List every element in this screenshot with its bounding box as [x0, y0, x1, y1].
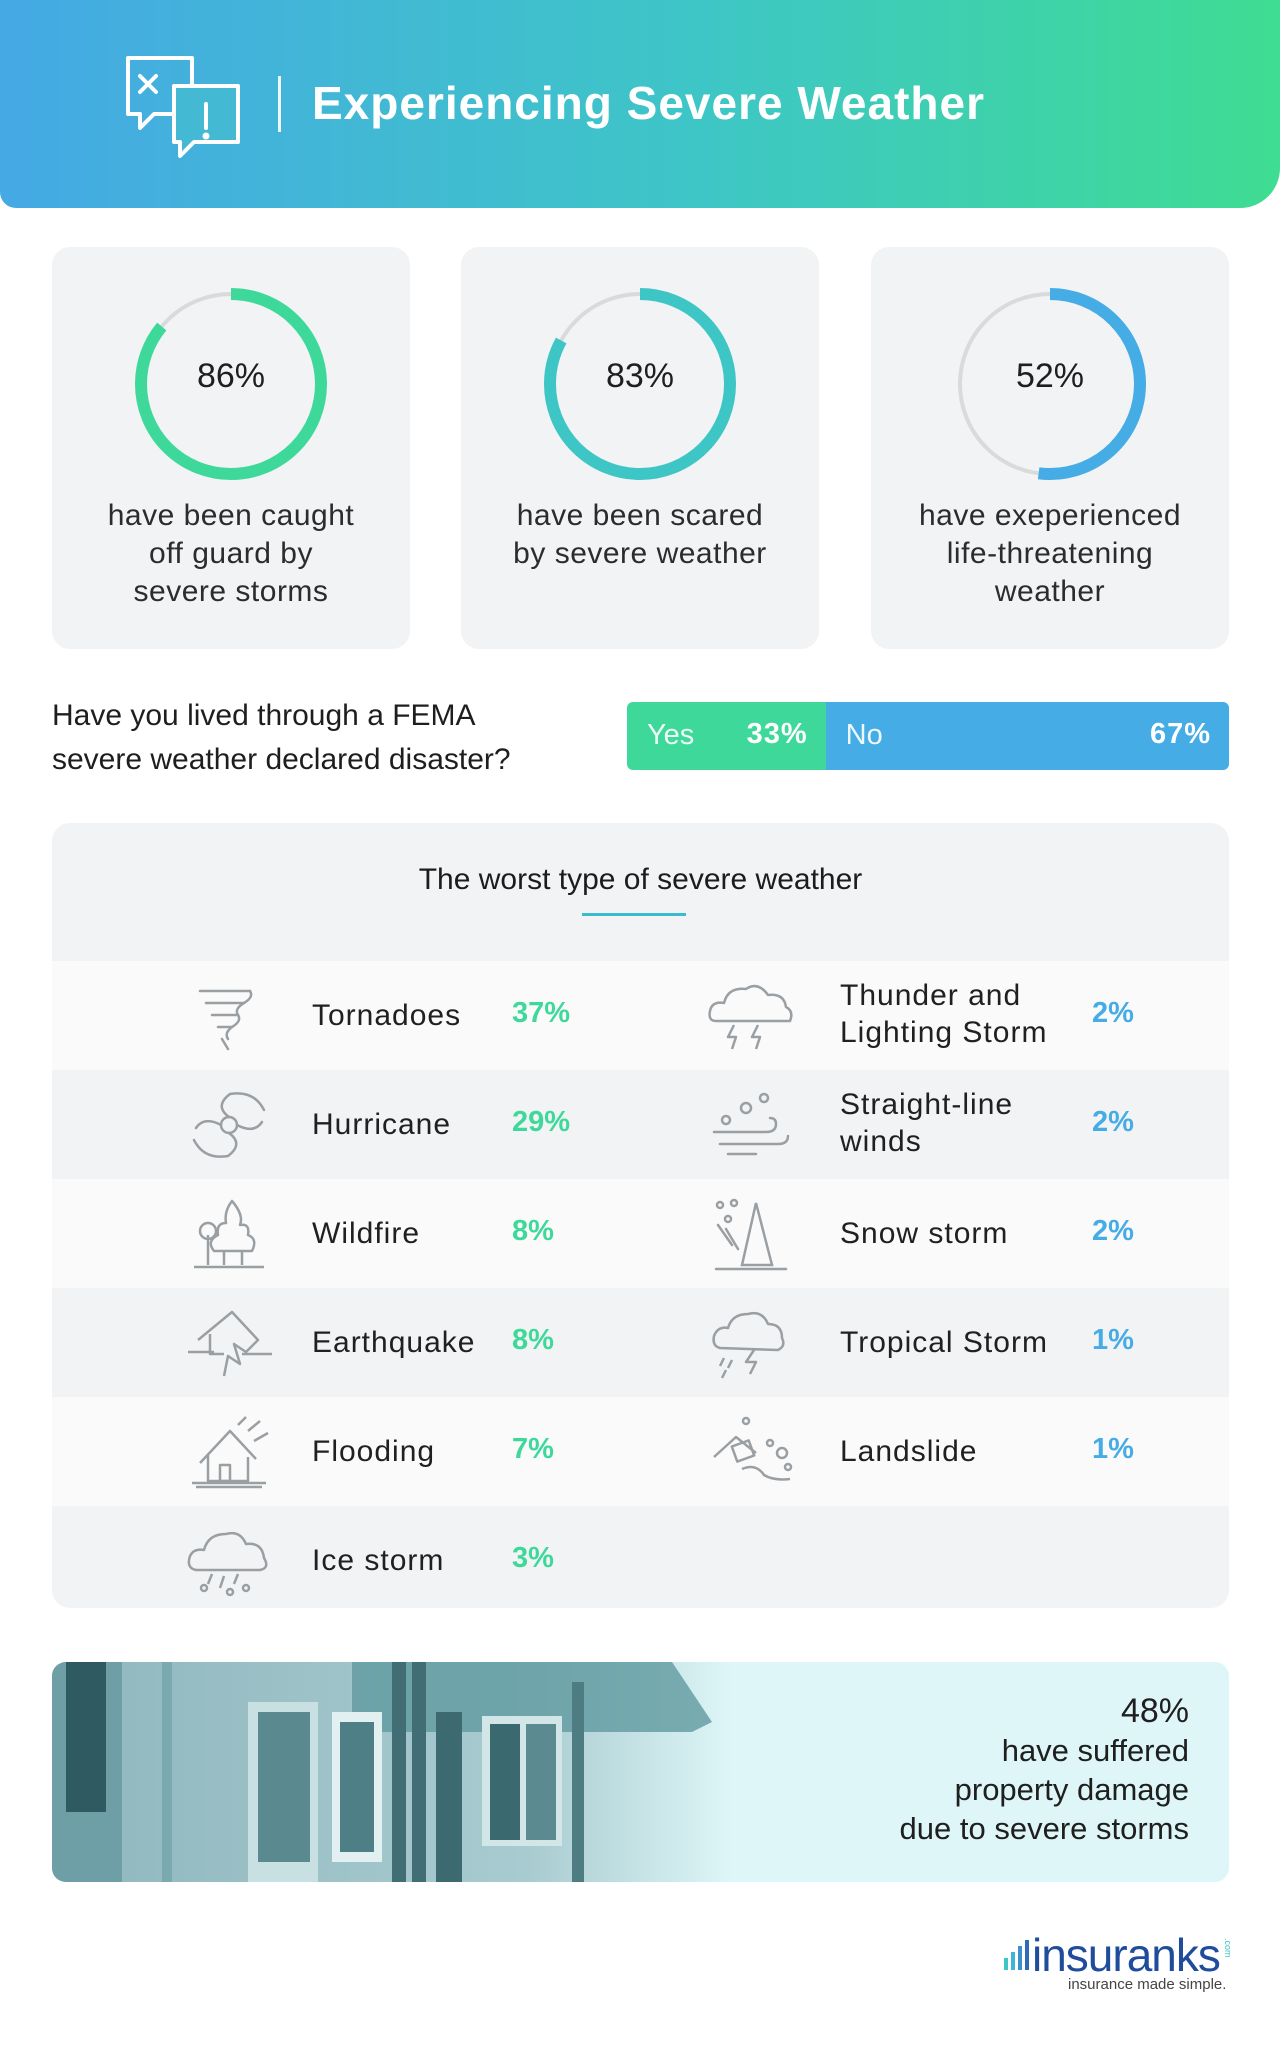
weather-pct: 2% [1092, 997, 1134, 1029]
flood-icon [184, 1413, 274, 1491]
panel-title: The worst type of severe weather [418, 863, 863, 896]
stat-card-caught-off-guard [52, 247, 410, 649]
weather-name: Snow storm [840, 1217, 1009, 1250]
weather-name: Hurricane [312, 1108, 452, 1141]
stat-card-life-threatening [871, 247, 1229, 649]
signal-bars-icon [1004, 1940, 1030, 1970]
insuranks-logo [1004, 1928, 1234, 1998]
tornado-icon [184, 977, 274, 1055]
fema-yes-value: 33% [746, 718, 808, 750]
weather-pct: 1% [1092, 1324, 1134, 1356]
weather-pct: 3% [512, 1542, 554, 1574]
chat-alert-icon [124, 54, 242, 160]
weather-item-hurricane [52, 1070, 612, 1179]
weather-pct: 1% [1092, 1433, 1134, 1465]
fema-yes-segment [627, 702, 826, 770]
title-underline [582, 913, 686, 916]
weather-item-flooding [52, 1397, 612, 1506]
stat-value: 86% [196, 357, 266, 395]
weather-item-tornadoes [52, 961, 612, 1070]
weather-row [52, 1506, 1229, 1608]
snow-storm-icon [706, 1195, 796, 1273]
weather-name: Flooding [312, 1435, 436, 1468]
property-damage-banner [52, 1662, 1229, 1882]
logo-tagline: insurance made simple. [1068, 1976, 1227, 1993]
weather-item-straight-line-winds [612, 1070, 1229, 1179]
weather-item-ice-storm [52, 1506, 612, 1608]
wildfire-icon [184, 1195, 274, 1273]
weather-pct: 8% [512, 1324, 554, 1356]
weather-item-earthquake [52, 1288, 612, 1397]
page-title: Experiencing Severe Weather [312, 77, 985, 129]
damaged-house-photo [52, 1662, 732, 1882]
weather-name: Wildfire [312, 1217, 421, 1250]
weather-row [52, 1179, 1229, 1288]
stat-value: 83% [605, 357, 675, 395]
weather-item-tropical-storm [612, 1288, 1229, 1397]
stat-card-scared [461, 247, 819, 649]
weather-name: Straight-line winds [840, 1088, 1014, 1158]
weather-item-snow-storm [612, 1179, 1229, 1288]
header-banner [0, 0, 1280, 208]
weather-row [52, 1070, 1229, 1179]
weather-pct: 37% [512, 997, 571, 1029]
ice-storm-icon [184, 1522, 274, 1600]
weather-row [52, 961, 1229, 1070]
weather-item-wildfire [52, 1179, 612, 1288]
weather-pct: 29% [512, 1106, 571, 1138]
damage-pct: 48% [1120, 1692, 1189, 1730]
landslide-icon [706, 1413, 796, 1491]
weather-name: Tornadoes [312, 999, 462, 1032]
weather-name: Ice storm [312, 1544, 445, 1577]
property-damage-text: 48% have suffered property damage due to severe storms [899, 1692, 1189, 1846]
weather-row [52, 1397, 1229, 1506]
wind-icon [706, 1086, 796, 1164]
stat-value: 52% [1015, 357, 1085, 395]
fema-no-segment [826, 702, 1229, 770]
fema-yes-label: Yes [647, 719, 695, 751]
fema-question: Have you lived through a FEMA severe weather declared disaster? [52, 699, 511, 776]
fema-split-bar [627, 702, 1229, 770]
weather-name: Thunder and Lighting Storm [840, 979, 1048, 1049]
earthquake-icon [184, 1304, 274, 1382]
weather-name: Earthquake [312, 1326, 476, 1359]
weather-pct: 8% [512, 1215, 554, 1247]
header-divider [278, 76, 281, 132]
fema-no-label: No [845, 719, 883, 751]
logo-com: .com [1223, 1938, 1233, 1958]
weather-pct: 2% [1092, 1215, 1134, 1247]
stat-caption: have been caught off guard by severe storms [107, 499, 355, 608]
tropical-storm-icon [706, 1304, 796, 1382]
thunderstorm-icon [706, 977, 796, 1055]
weather-name: Tropical Storm [840, 1326, 1048, 1359]
hurricane-icon [184, 1086, 274, 1164]
stat-caption: have exeperienced life-threatening weather [918, 499, 1182, 608]
weather-name: Landslide [840, 1435, 978, 1468]
logo-wordmark: insuranks [1032, 1929, 1220, 1981]
weather-pct: 2% [1092, 1106, 1134, 1138]
stat-caption: have been scared by severe weather [513, 499, 767, 570]
weather-pct: 7% [512, 1433, 554, 1465]
weather-row [52, 1288, 1229, 1397]
worst-weather-panel [52, 823, 1229, 1608]
weather-item-thunderstorm [612, 961, 1229, 1070]
weather-item-landslide [612, 1397, 1229, 1506]
fema-no-value: 67% [1149, 718, 1211, 750]
